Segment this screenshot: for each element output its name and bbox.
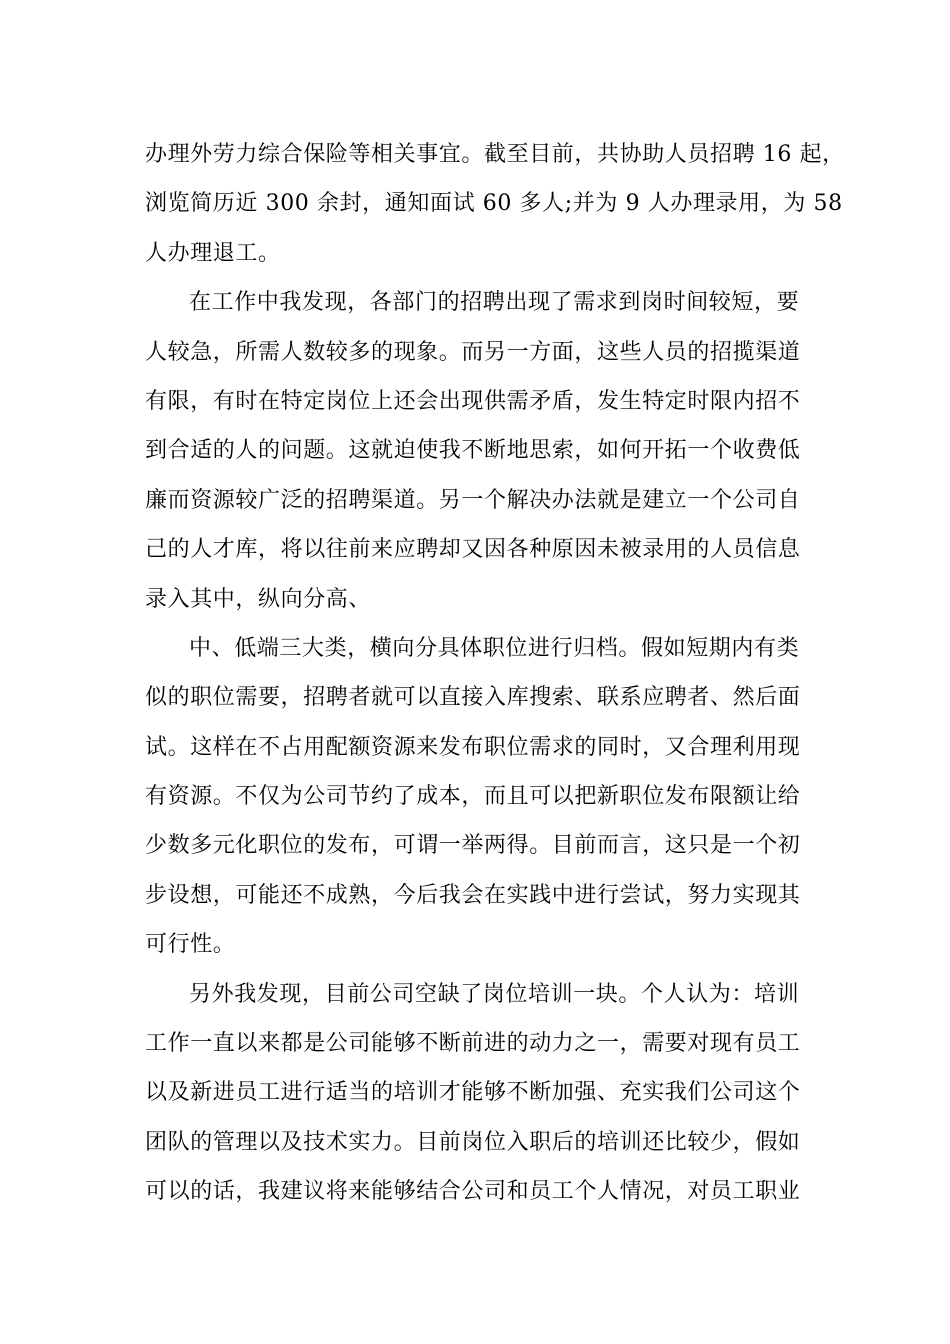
text-line: 工作一直以来都是公司能够不断前进的动力之一，需要对现有员工 — [145, 1031, 801, 1057]
text-line: 到合适的人的问题。这就迫使我不断地思索，如何开拓一个收费低 — [145, 438, 801, 464]
text-line: 以及新进员工进行适当的培训才能够不断加强、充实我们公司这个 — [145, 1080, 801, 1106]
text-line: 另外我发现，目前公司空缺了岗位培训一块。个人认为：培训 — [189, 981, 800, 1007]
text-line: 录入其中，纵向分高、 — [145, 586, 372, 612]
text-line: 廉而资源较广泛的招聘渠道。另一个解决办法就是建立一个公司自 — [145, 487, 801, 513]
text-line: 人办理退工。 — [145, 240, 281, 266]
text-line: 似的职位需要，招聘者就可以直接入库搜索、联系应聘者、然后面 — [145, 685, 801, 711]
text-line: 浏览简历近 300 余封，通知面试 60 多人;并为 9 人办理录用，为 58 — [145, 191, 843, 217]
text-line: 人较急，所需人数较多的现象。而另一方面，这些人员的招揽渠道 — [145, 339, 801, 365]
text-line: 有限，有时在特定岗位上还会出现供需矛盾，发生特定时限内招不 — [145, 388, 801, 414]
text-line: 己的人才库，将以往前来应聘却又因各种原因未被录用的人员信息 — [145, 537, 801, 563]
text-line: 少数多元化职位的发布，可谓一举两得。目前而言，这只是一个初 — [145, 833, 801, 859]
text-line: 可行性。 — [145, 932, 236, 958]
text-line: 团队的管理以及技术实力。目前岗位入职后的培训还比较少，假如 — [145, 1129, 801, 1155]
text-line: 有资源。不仅为公司节约了成本，而且可以把新职位发布限额让给 — [145, 784, 801, 810]
text-line: 办理外劳力综合保险等相关事宜。截至目前，共协助人员招聘 16 起， — [145, 142, 845, 167]
paragraph-1 — [145, 130, 845, 278]
text-line: 中、低端三大类，横向分具体职位进行归档。假如短期内有类 — [189, 635, 800, 661]
paragraph-3 — [145, 624, 835, 970]
document-body — [145, 130, 845, 1217]
text-line: 步设想，可能还不成熟，今后我会在实践中进行尝试，努力实现其 — [145, 882, 801, 908]
paragraph-2 — [145, 278, 835, 624]
paragraph-4 — [145, 970, 835, 1217]
text-line: 可以的话，我建议将来能够结合公司和员工个人情况，对员工职业 — [145, 1179, 801, 1205]
text-line: 试。这样在不占用配额资源来发布职位需求的同时，又合理利用现 — [145, 734, 801, 760]
text-line: 在工作中我发现，各部门的招聘出现了需求到岗时间较短，要 — [189, 290, 800, 316]
